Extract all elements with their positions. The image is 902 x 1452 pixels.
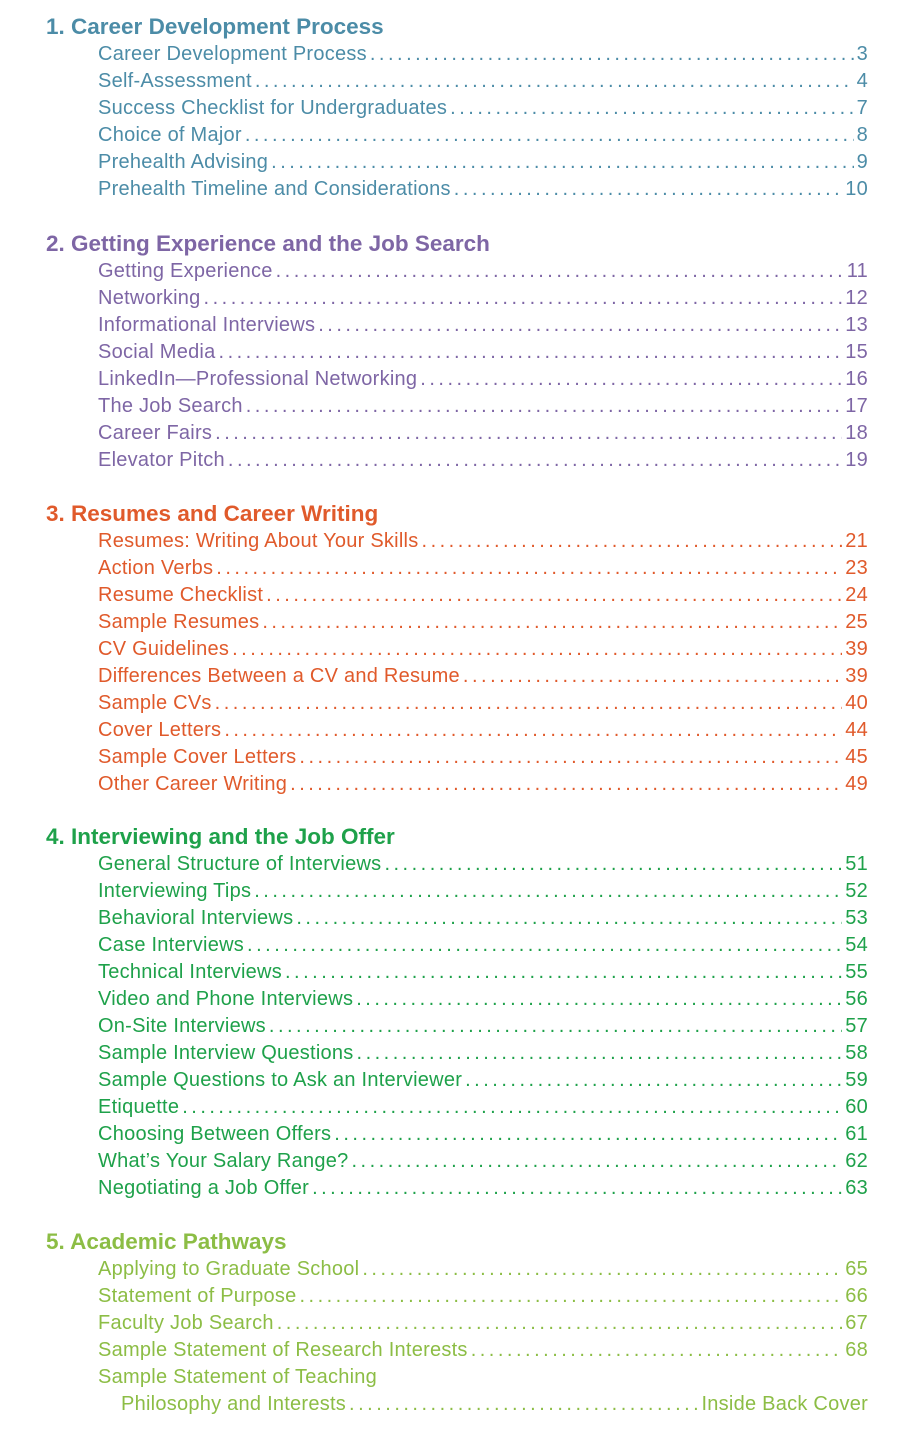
entry-label: Choice of Major [98,124,242,146]
entry-page: 49 [845,773,868,795]
dot-leader [247,932,842,959]
dot-leader [266,582,842,609]
dot-leader [224,717,842,744]
toc-entry[interactable] [98,1013,868,1040]
section-title: 2. Getting Experience and the Job Search [46,231,490,256]
entry-label: Applying to Graduate School [98,1258,360,1280]
entry-page: 19 [845,449,868,471]
toc-entry[interactable] [98,312,868,339]
entry-label: Negotiating a Job Offer [98,1177,310,1199]
entry-label: On-Site Interviews [98,1015,266,1037]
toc-entry[interactable] [98,95,868,122]
dot-leader [351,1148,842,1175]
entry-page: 57 [845,1015,868,1037]
dot-leader [204,285,843,312]
dot-leader [362,1256,842,1283]
entry-label: Sample Cover Letters [98,746,297,768]
entry-page: 8 [856,124,868,146]
entry-page: Inside Back Cover [701,1393,868,1415]
dot-leader [422,528,843,555]
entry-page: 45 [845,746,868,768]
entry-page: 10 [845,178,868,200]
entry-label: Differences Between a CV and Resume [98,665,460,687]
entry-page: 68 [845,1339,868,1361]
entry-page: 24 [845,584,868,606]
entry-label: Action Verbs [98,557,214,579]
toc-entry[interactable] [98,905,868,932]
dot-leader [356,986,842,1013]
toc-entry[interactable] [98,851,868,878]
entry-page: 58 [845,1042,868,1064]
toc-entry[interactable] [98,878,868,905]
toc-entry[interactable] [98,1121,868,1148]
toc-entry[interactable] [98,717,868,744]
dot-leader [276,258,844,285]
toc-entry[interactable] [98,1094,868,1121]
section-title: 4. Interviewing and the Job Offer [46,824,395,849]
entry-label: Sample Statement of Research Interests [98,1339,468,1361]
entry-page: 53 [845,907,868,929]
toc-entry[interactable] [98,1310,868,1337]
entry-page: 62 [845,1150,868,1172]
entry-label: Statement of Purpose [98,1285,297,1307]
toc-entry[interactable] [98,1256,868,1283]
entry-page: 67 [845,1312,868,1334]
entry-label: Resume Checklist [98,584,264,606]
toc-entry[interactable] [98,447,868,474]
entry-page: 3 [856,43,868,65]
toc-entry[interactable] [98,771,868,798]
toc-entry[interactable] [98,285,868,312]
dot-leader [296,905,842,932]
dot-leader [269,1013,842,1040]
toc-entry[interactable] [98,663,868,690]
entry-label: Choosing Between Offers [98,1123,332,1145]
entry-label: Sample Statement of Teaching [98,1366,378,1388]
toc-entry[interactable] [98,258,868,285]
entry-page: 44 [845,719,868,741]
dot-leader [216,555,842,582]
dot-leader [285,959,842,986]
toc-entry[interactable] [98,528,868,555]
toc-entry[interactable] [98,959,868,986]
entry-page: 13 [845,314,868,336]
toc-entry[interactable] [98,609,868,636]
entry-label: Other Career Writing [98,773,288,795]
toc-entry[interactable] [98,149,868,176]
toc-entry[interactable] [98,1364,868,1391]
entry-label: Sample Questions to Ask an Interviewer [98,1069,463,1091]
toc-entry[interactable] [98,41,868,68]
entry-page: 63 [845,1177,868,1199]
entry-label: Getting Experience [98,260,273,282]
toc-entry[interactable] [98,1283,868,1310]
entry-label: What’s Your Salary Range? [98,1150,349,1172]
toc-entry[interactable] [98,339,868,366]
entry-label: Networking [98,287,201,309]
toc-entry[interactable] [98,932,868,959]
dot-leader [262,609,842,636]
entry-label: Video and Phone Interviews [98,988,354,1010]
dot-leader [271,149,853,176]
toc-entry[interactable] [98,68,868,95]
entry-page: 18 [845,422,868,444]
entry-label: Etiquette [98,1096,180,1118]
entry-page: 16 [845,368,868,390]
dot-leader [215,420,842,447]
entry-page: 66 [845,1285,868,1307]
dot-leader [420,366,842,393]
entry-label: Social Media [98,341,216,363]
dot-leader [219,339,843,366]
entry-label: Sample Resumes [98,611,260,633]
toc-entry[interactable] [98,1148,868,1175]
toc-entry[interactable] [98,1067,868,1094]
entry-page: 55 [845,961,868,983]
toc-entry[interactable] [121,1391,868,1418]
entry-label: Career Fairs [98,422,213,444]
entry-page: 60 [845,1096,868,1118]
entry-page: 39 [845,665,868,687]
dot-leader [299,1283,842,1310]
entry-page: 59 [845,1069,868,1091]
entry-page: 17 [845,395,868,417]
entry-page: 52 [845,880,868,902]
entry-page: 7 [856,97,868,119]
entry-page: 15 [845,341,868,363]
toc-entry[interactable] [98,582,868,609]
entry-label: Cover Letters [98,719,222,741]
entry-page: 51 [845,853,868,875]
entry-label: Informational Interviews [98,314,316,336]
toc-entry[interactable] [98,176,868,203]
toc-entry[interactable] [98,636,868,663]
dot-leader [312,1175,842,1202]
section-title: 5. Academic Pathways [46,1229,287,1254]
entry-label: General Structure of Interviews [98,853,382,875]
dot-leader [463,663,842,690]
dot-leader [357,1040,843,1067]
dot-leader [349,1391,698,1418]
toc-entry[interactable] [98,420,868,447]
dot-leader [299,744,842,771]
toc-entry[interactable] [98,122,868,149]
entry-label: Prehealth Timeline and Considerations [98,178,451,200]
toc-entry[interactable] [98,986,868,1013]
toc-entry[interactable] [98,1337,868,1364]
entry-label: Case Interviews [98,934,245,956]
entry-page: 56 [845,988,868,1010]
entry-label: Faculty Job Search [98,1312,274,1334]
entry-page: 21 [845,530,868,552]
dot-leader [318,312,842,339]
toc-entry[interactable] [98,690,868,717]
toc-entry[interactable] [98,393,868,420]
dot-leader [370,41,854,68]
entry-label: Career Development Process [98,43,367,65]
dot-leader [334,1121,842,1148]
entry-page: 61 [845,1123,868,1145]
entry-page: 4 [856,70,868,92]
toc-entry[interactable] [98,366,868,393]
toc-entry[interactable] [98,555,868,582]
entry-label: Elevator Pitch [98,449,225,471]
entry-label: The Job Search [98,395,243,417]
entry-label: CV Guidelines [98,638,230,660]
entry-page: 9 [856,151,868,173]
entry-label: Sample CVs [98,692,212,714]
entry-page: 39 [845,638,868,660]
dot-leader [246,393,843,420]
entry-label: LinkedIn—Professional Networking [98,368,418,390]
dot-leader [215,690,843,717]
entry-page: 11 [846,260,868,282]
entry-label: Prehealth Advising [98,151,269,173]
entry-label: Resumes: Writing About Your Skills [98,530,419,552]
dot-leader [254,878,842,905]
toc-entry[interactable] [98,744,868,771]
dot-leader [454,176,842,203]
dot-leader [232,636,842,663]
dot-leader [384,851,842,878]
dot-leader [450,95,853,122]
dot-leader [277,1310,843,1337]
entry-label: Success Checklist for Undergraduates [98,97,448,119]
section-title: 1. Career Development Process [46,14,384,39]
dot-leader [228,447,842,474]
entry-page: 23 [845,557,868,579]
entry-page: 12 [845,287,868,309]
dot-leader [245,122,854,149]
entry-label: Philosophy and Interests [121,1393,347,1415]
entry-label: Behavioral Interviews [98,907,294,929]
entry-label: Self-Assessment [98,70,252,92]
dot-leader [255,68,854,95]
dot-leader [182,1094,842,1121]
dot-leader [465,1067,842,1094]
toc-entry[interactable] [98,1040,868,1067]
entry-page: 65 [845,1258,868,1280]
dot-leader [290,771,842,798]
entry-label: Interviewing Tips [98,880,252,902]
entry-label: Technical Interviews [98,961,282,983]
entry-label: Sample Interview Questions [98,1042,354,1064]
entry-page: 40 [845,692,868,714]
section-title: 3. Resumes and Career Writing [46,501,379,526]
dot-leader [471,1337,843,1364]
entry-page: 54 [845,934,868,956]
toc-entry[interactable] [98,1175,868,1202]
entry-page: 25 [845,611,868,633]
